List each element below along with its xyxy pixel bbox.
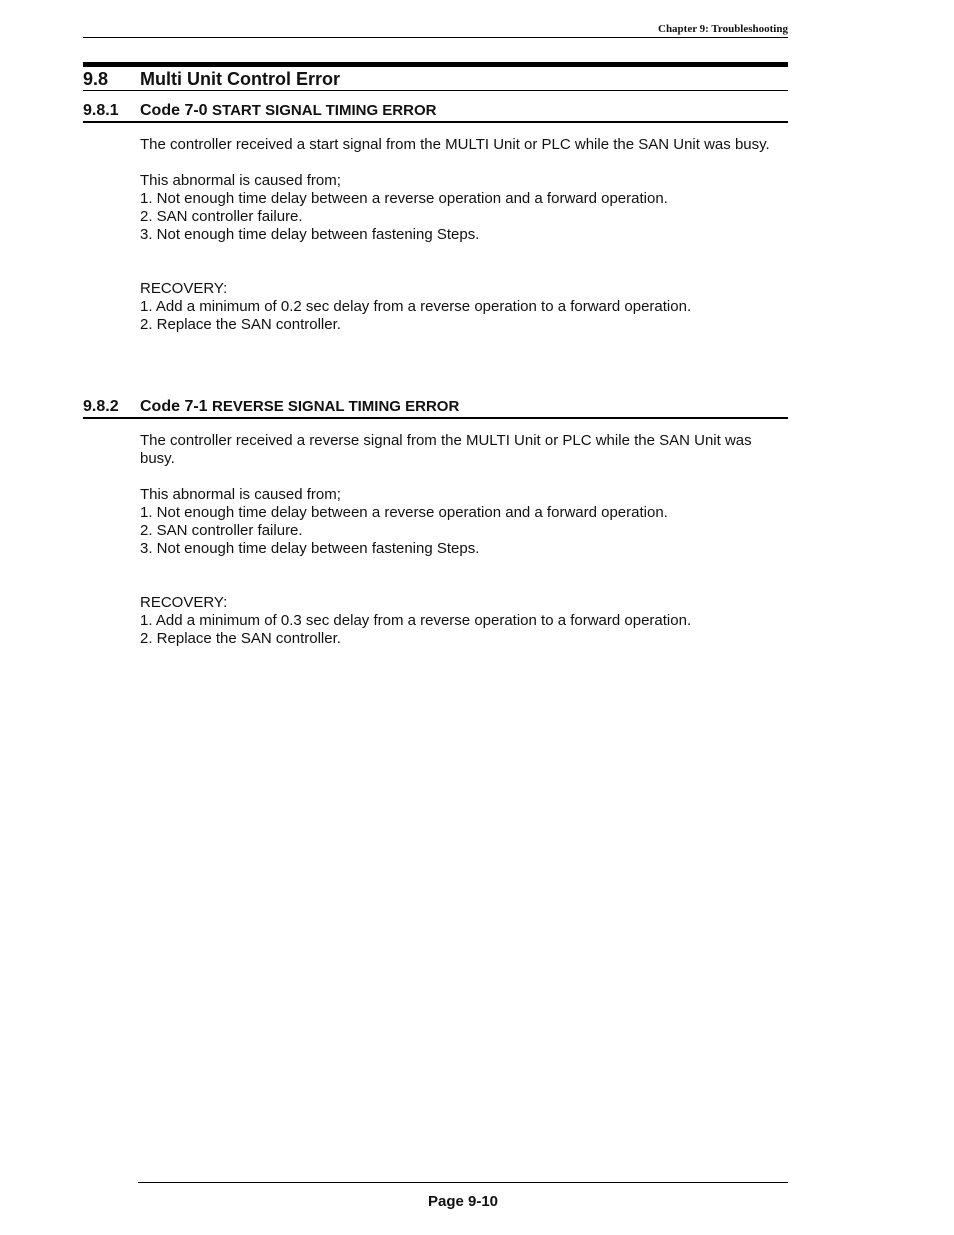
footer-divider (138, 1182, 788, 1183)
cause-item: 1. Not enough time delay between a reverse operation and a forward operation. (140, 504, 668, 521)
description: The controller received a start signal from the MULTI Unit or PLC while the SAN Unit was busy. (140, 136, 770, 153)
recovery-item: 2. Replace the SAN controller. (140, 316, 341, 333)
subsection-body-2 (140, 432, 790, 648)
subsection-heading-2 (83, 397, 788, 419)
description: The controller received a reverse signal from the MULTI Unit or PLC while the SAN Unit was busy. (140, 432, 752, 467)
subsection-title: START SIGNAL TIMING ERROR (212, 102, 437, 119)
subsection-body-1 (140, 136, 790, 334)
subsection-heading-1 (83, 101, 788, 123)
recovery-label: RECOVERY: (140, 280, 228, 297)
cause-intro: This abnormal is caused from; (140, 172, 341, 189)
chapter-header: Chapter 9: Troubleshooting (83, 22, 788, 38)
cause-item: 2. SAN controller failure. (140, 522, 303, 539)
section-number: 9.8 (83, 69, 109, 89)
error-code: Code 7-0 (140, 102, 208, 119)
cause-item: 2. SAN controller failure. (140, 208, 303, 225)
error-code: Code 7-1 (140, 398, 208, 415)
section-title: Multi Unit Control Error (140, 69, 340, 89)
section-heading (83, 62, 788, 91)
recovery-item: 1. Add a minimum of 0.3 sec delay from a reverse operation to a forward operation. (140, 612, 692, 629)
cause-item: 1. Not enough time delay between a reverse operation and a forward operation. (140, 190, 668, 207)
subsection-number: 9.8.1 (83, 102, 119, 119)
page-number: Page 9-10 (427, 1193, 499, 1210)
cause-item: 3. Not enough time delay between fastening Steps. (140, 540, 480, 557)
recovery-item: 2. Replace the SAN controller. (140, 630, 341, 647)
subsection-number: 9.8.2 (83, 398, 119, 415)
cause-item: 3. Not enough time delay between fastening Steps. (140, 226, 480, 243)
recovery-label: RECOVERY: (140, 594, 228, 611)
recovery-item: 1. Add a minimum of 0.2 sec delay from a reverse operation to a forward operation. (140, 298, 692, 315)
subsection-title: REVERSE SIGNAL TIMING ERROR (212, 398, 460, 415)
cause-intro: This abnormal is caused from; (140, 486, 341, 503)
